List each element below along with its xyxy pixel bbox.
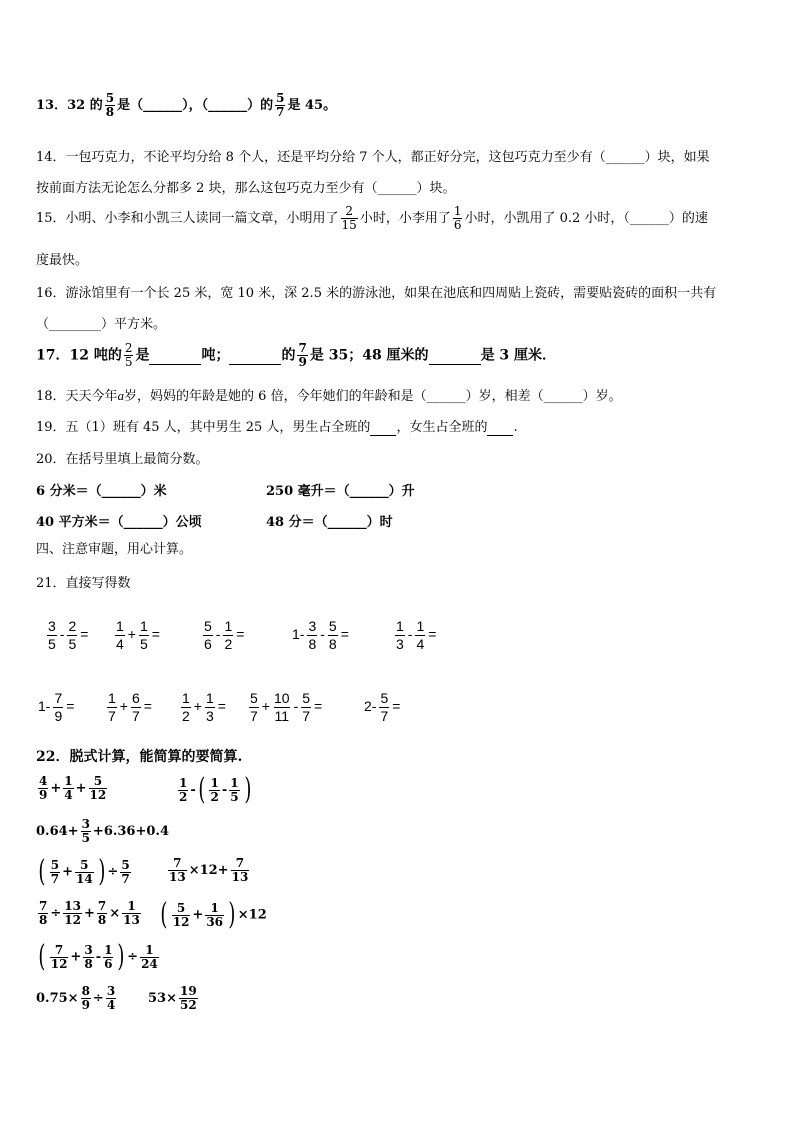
expression — [292, 618, 349, 653]
numerator: 5 — [380, 690, 389, 706]
denominator: 14 — [75, 871, 93, 886]
fraction — [124, 342, 134, 369]
fraction — [120, 859, 130, 886]
blank — [370, 420, 396, 436]
denominator: 5 — [68, 636, 77, 652]
numerator: 7 — [173, 856, 182, 870]
fraction — [53, 690, 63, 725]
math-text: 0.75× — [36, 991, 79, 1006]
denominator: 13 — [169, 870, 186, 884]
denominator: 12 — [50, 956, 68, 971]
fraction — [205, 902, 224, 929]
denominator: 5 — [48, 636, 56, 652]
q20-item-1: 6 分米＝（______）米 — [36, 484, 167, 499]
math-text: - — [407, 626, 413, 643]
math-text: + — [62, 864, 73, 880]
numerator: 1 — [104, 942, 113, 957]
denominator: 7 — [50, 871, 60, 886]
numerator: 3 — [48, 618, 56, 634]
question-18 — [36, 385, 622, 404]
math-text: 0.64+ — [36, 824, 79, 839]
fraction — [231, 857, 250, 884]
fraction — [139, 618, 149, 653]
numerator: 5 — [328, 618, 337, 634]
math-text: ×12 — [237, 907, 267, 923]
math-text: + — [50, 781, 62, 796]
variable: a — [117, 388, 125, 403]
denominator: 4 — [64, 788, 73, 802]
math-text: = — [80, 626, 89, 643]
question-17 — [36, 342, 556, 369]
q20-item-3: 40 平方米＝（______）公顷 — [36, 515, 202, 530]
math-text: + — [192, 907, 204, 923]
question-19 — [36, 416, 518, 436]
math-text: 53× — [148, 991, 177, 1006]
math-text: = — [151, 626, 160, 643]
fraction — [341, 205, 358, 232]
numerator: 1 — [108, 690, 116, 706]
math-text: 是 3 厘米． — [480, 347, 557, 364]
fraction — [131, 690, 141, 725]
expression — [200, 618, 244, 653]
math-text: 吨； — [201, 347, 230, 364]
expression — [36, 854, 133, 889]
numerator: 5 — [93, 774, 103, 788]
fraction — [122, 900, 141, 927]
question-14-line2: 按前面方法无论怎么分都多 2 块，那么这包巧克力至少有（______）块。 — [36, 181, 456, 196]
numerator: 1 — [116, 618, 124, 634]
math-text: - — [293, 698, 299, 715]
numerator: 1 — [224, 618, 233, 634]
math-text: ÷ — [50, 906, 62, 921]
math-text: . — [513, 420, 518, 435]
numerator: 5 — [204, 618, 212, 634]
numerator: 7 — [54, 690, 63, 706]
denominator: 4 — [106, 998, 116, 1012]
denominator: 8 — [84, 956, 93, 971]
math-text: 的 — [281, 347, 296, 364]
math-text: 13．32 的 — [36, 98, 103, 113]
denominator: 7 — [380, 708, 389, 724]
denominator: 3 — [205, 708, 214, 724]
denominator: 6 — [104, 956, 113, 971]
denominator: 9 — [54, 708, 63, 724]
math-text: +6.36+0.4 — [92, 824, 169, 839]
fraction — [379, 690, 389, 725]
fraction — [178, 777, 188, 804]
numerator: 2 — [68, 618, 77, 634]
expression — [36, 985, 118, 1012]
numerator: 6 — [131, 690, 140, 706]
math-text: = — [66, 698, 75, 715]
expression — [36, 818, 169, 845]
expression — [36, 939, 161, 974]
parenthesis: ( — [198, 772, 206, 807]
numerator: 1 — [127, 899, 136, 913]
fraction — [395, 618, 405, 653]
expression — [176, 772, 253, 807]
math-text: - — [221, 782, 228, 798]
denominator: 12 — [172, 914, 190, 929]
parenthesis: ( — [38, 939, 46, 974]
math-text: + — [119, 698, 128, 715]
math-text: × — [109, 906, 121, 921]
fraction — [140, 944, 159, 971]
expression — [44, 618, 88, 653]
blank — [229, 348, 281, 365]
parenthesis: ) — [117, 939, 125, 974]
denominator: 8 — [39, 913, 48, 927]
expression — [36, 900, 143, 927]
numerator: 7 — [39, 899, 48, 913]
fraction — [307, 618, 317, 653]
fraction — [75, 859, 94, 886]
denominator: 5 — [139, 636, 148, 652]
math-text: 1- — [38, 698, 51, 715]
fraction — [38, 900, 48, 927]
math-text: 17．12 吨的 — [36, 347, 122, 364]
numerator: 7 — [235, 856, 245, 870]
expression — [148, 985, 200, 1012]
fraction — [50, 859, 60, 886]
denominator: 8 — [308, 636, 317, 652]
parenthesis: ) — [228, 897, 236, 932]
numerator: 3 — [84, 942, 93, 957]
numerator: 5 — [250, 690, 258, 706]
numerator: 3 — [308, 618, 317, 634]
math-text: ÷ — [92, 991, 104, 1006]
expression — [158, 897, 267, 932]
numerator: 1 — [145, 942, 154, 957]
fraction — [249, 690, 259, 725]
fraction — [81, 818, 91, 845]
fraction — [168, 857, 187, 884]
denominator: 3 — [396, 636, 404, 652]
question-15 — [36, 205, 708, 232]
blank — [487, 420, 513, 436]
math-text: 18．天天今年 — [36, 389, 118, 404]
denominator: 6 — [204, 636, 212, 652]
math-text: = — [314, 698, 323, 715]
denominator: 2 — [179, 789, 188, 804]
parenthesis: ) — [243, 772, 251, 807]
fraction — [229, 777, 239, 804]
math-text: 是 35；48 厘米的 — [309, 347, 429, 364]
math-text: - — [190, 782, 196, 798]
math-text: = — [143, 698, 152, 715]
numerator: 1 — [210, 775, 219, 790]
fraction — [301, 690, 311, 725]
denominator: 7 — [250, 708, 258, 724]
fraction — [107, 690, 117, 725]
denominator: 7 — [121, 871, 130, 886]
q20-item-4: 48 分＝（______）时 — [266, 515, 393, 530]
fraction — [181, 690, 191, 725]
fraction — [50, 944, 69, 971]
math-text: 2- — [364, 698, 377, 715]
math-text: 15．小明、小李和小凯三人读同一篇文章，小明用了 — [36, 211, 339, 226]
question-15-line2: 度最快。 — [36, 253, 89, 268]
expression — [178, 690, 226, 725]
numerator: 1 — [182, 690, 190, 706]
fraction — [63, 900, 82, 927]
math-text: - — [215, 626, 221, 643]
numerator: 1 — [210, 900, 219, 915]
math-text: 小时，小李用了 — [359, 211, 451, 226]
denominator: 36 — [206, 914, 224, 929]
math-text: = — [340, 626, 349, 643]
fraction — [81, 985, 91, 1012]
math-text: + — [193, 698, 202, 715]
math-text: 小时，小凯用了 0.2 小时，（______）的速 — [464, 211, 708, 226]
math-text: ÷ — [127, 949, 139, 965]
math-text: + — [83, 906, 95, 921]
math-text: = — [217, 698, 226, 715]
denominator: 5 — [81, 831, 90, 845]
math-text: = — [236, 626, 245, 643]
denominator: 2 — [224, 636, 233, 652]
numerator: 1 — [205, 690, 214, 706]
fraction — [209, 777, 219, 804]
denominator: 9 — [81, 998, 90, 1012]
fraction — [273, 690, 291, 725]
denominator: 12 — [64, 913, 81, 927]
question-21-title: 21．直接写得数 — [36, 576, 131, 591]
fraction — [63, 775, 73, 802]
numerator: 7 — [298, 341, 307, 355]
denominator: 7 — [302, 708, 311, 724]
question-16-line2: （________）平方米。 — [36, 317, 167, 332]
numerator: 5 — [121, 857, 130, 872]
denominator: 12 — [89, 788, 107, 802]
expression — [166, 857, 251, 884]
fraction — [172, 902, 191, 929]
numerator: 3 — [106, 984, 116, 998]
parenthesis: ) — [98, 854, 106, 889]
numerator: 1 — [396, 618, 404, 634]
numerator: 5 — [176, 900, 186, 915]
math-text: ÷ — [107, 864, 119, 880]
expression — [246, 690, 322, 725]
numerator: 4 — [39, 774, 48, 788]
denominator: 7 — [108, 708, 116, 724]
expression — [392, 618, 436, 653]
denominator: 7 — [131, 708, 140, 724]
denominator: 52 — [179, 998, 197, 1012]
fraction — [415, 618, 425, 653]
parenthesis: ( — [38, 854, 46, 889]
numerator: 13 — [64, 899, 81, 913]
denominator: 4 — [416, 636, 425, 652]
numerator: 7 — [54, 942, 64, 957]
fraction — [47, 618, 57, 653]
denominator: 4 — [116, 636, 124, 652]
numerator: 1 — [453, 204, 462, 218]
fraction — [297, 342, 307, 369]
fraction — [83, 944, 93, 971]
denominator: 9 — [298, 355, 307, 369]
fraction — [115, 618, 125, 653]
question-20-title: 20．在括号里填上最简分数。 — [36, 452, 209, 467]
fraction — [203, 618, 213, 653]
math-text: 19．五（1）班有 45 人，其中男生 25 人，男生占全班的 — [36, 420, 371, 435]
fraction — [89, 775, 108, 802]
fraction — [105, 92, 115, 119]
question-16-line1: 16．游泳馆里有一个长 25 米，宽 10 米，深 2.5 米的游泳池，如果在池底和四周贴上瓷砖，需要贴瓷砖的面积一共有 — [36, 286, 717, 301]
denominator: 5 — [230, 789, 239, 804]
blank — [429, 348, 481, 365]
denominator: 8 — [105, 105, 115, 119]
math-text: + — [75, 781, 87, 796]
math-text: + — [70, 949, 82, 965]
numerator: 5 — [80, 857, 89, 872]
denominator: 24 — [141, 956, 158, 971]
denominator: 11 — [274, 708, 290, 724]
fraction — [453, 205, 463, 232]
q20-item-2: 250 毫升＝（______）升 — [266, 484, 415, 499]
fraction — [106, 985, 116, 1012]
numerator: 1 — [139, 618, 148, 634]
math-text: 岁，妈妈的年龄是她的 6 倍，今年她们的年龄和是（______）岁，相差（______）岁。 — [124, 389, 622, 404]
math-text: + — [127, 626, 136, 643]
math-text: 1- — [292, 626, 305, 643]
numerator: 5 — [50, 857, 60, 872]
expression — [112, 618, 160, 653]
fraction — [328, 618, 338, 653]
math-text: + — [261, 698, 270, 715]
denominator: 13 — [123, 913, 140, 927]
expression — [36, 775, 109, 802]
numerator: 8 — [81, 984, 90, 998]
question-22-title: 22．脱式计算，能简算的要简算. — [36, 749, 243, 765]
numerator: 19 — [179, 984, 197, 998]
math-text: = — [392, 698, 401, 715]
fraction — [179, 985, 198, 1012]
expression — [104, 690, 152, 725]
section-heading: 四、注意审题，用心计算。 — [36, 542, 193, 557]
numerator: 5 — [105, 91, 115, 105]
denominator: 15 — [341, 218, 357, 232]
fraction — [67, 618, 77, 653]
math-text: - — [320, 626, 325, 643]
math-text: - — [95, 949, 102, 965]
denominator: 9 — [39, 788, 48, 802]
numerator: 1 — [416, 618, 425, 634]
numerator: 5 — [276, 91, 285, 105]
math-text: ，女生占全班的 — [396, 420, 488, 435]
numerator: 5 — [302, 690, 311, 706]
fraction — [103, 944, 113, 971]
numerator: 7 — [97, 899, 107, 913]
denominator: 2 — [210, 789, 219, 804]
question-14-line1: 14．一包巧克力，不论平均分给 8 个人，还是平均分给 7 个人，都正好分完，这包巧克力至少有（______）块，如果 — [36, 150, 710, 165]
math-text: ×12+ — [188, 863, 229, 878]
denominator: 8 — [328, 636, 337, 652]
denominator: 13 — [231, 870, 249, 884]
math-text: 是 — [135, 347, 150, 364]
fraction — [38, 775, 48, 802]
denominator: 6 — [453, 218, 462, 232]
expression — [38, 690, 74, 725]
parenthesis: ( — [160, 897, 168, 932]
question-13 — [36, 92, 336, 119]
denominator: 5 — [124, 355, 133, 369]
blank — [149, 348, 201, 365]
numerator: 2 — [345, 204, 353, 218]
math-text: 是（______），（______）的 — [117, 98, 274, 113]
numerator: 10 — [273, 690, 290, 706]
numerator: 1 — [64, 774, 73, 788]
numerator: 1 — [179, 775, 188, 790]
math-text: = — [428, 626, 437, 643]
numerator: 1 — [230, 775, 239, 790]
expression — [364, 690, 400, 725]
numerator: 3 — [81, 817, 90, 831]
denominator: 8 — [97, 913, 107, 927]
fraction — [275, 92, 285, 119]
math-text: 是 45。 — [287, 98, 337, 113]
denominator: 2 — [182, 708, 190, 724]
fraction — [205, 690, 215, 725]
fraction — [223, 618, 233, 653]
denominator: 7 — [276, 105, 285, 119]
numerator: 2 — [124, 341, 133, 355]
fraction — [97, 900, 107, 927]
math-text: - — [59, 626, 65, 643]
